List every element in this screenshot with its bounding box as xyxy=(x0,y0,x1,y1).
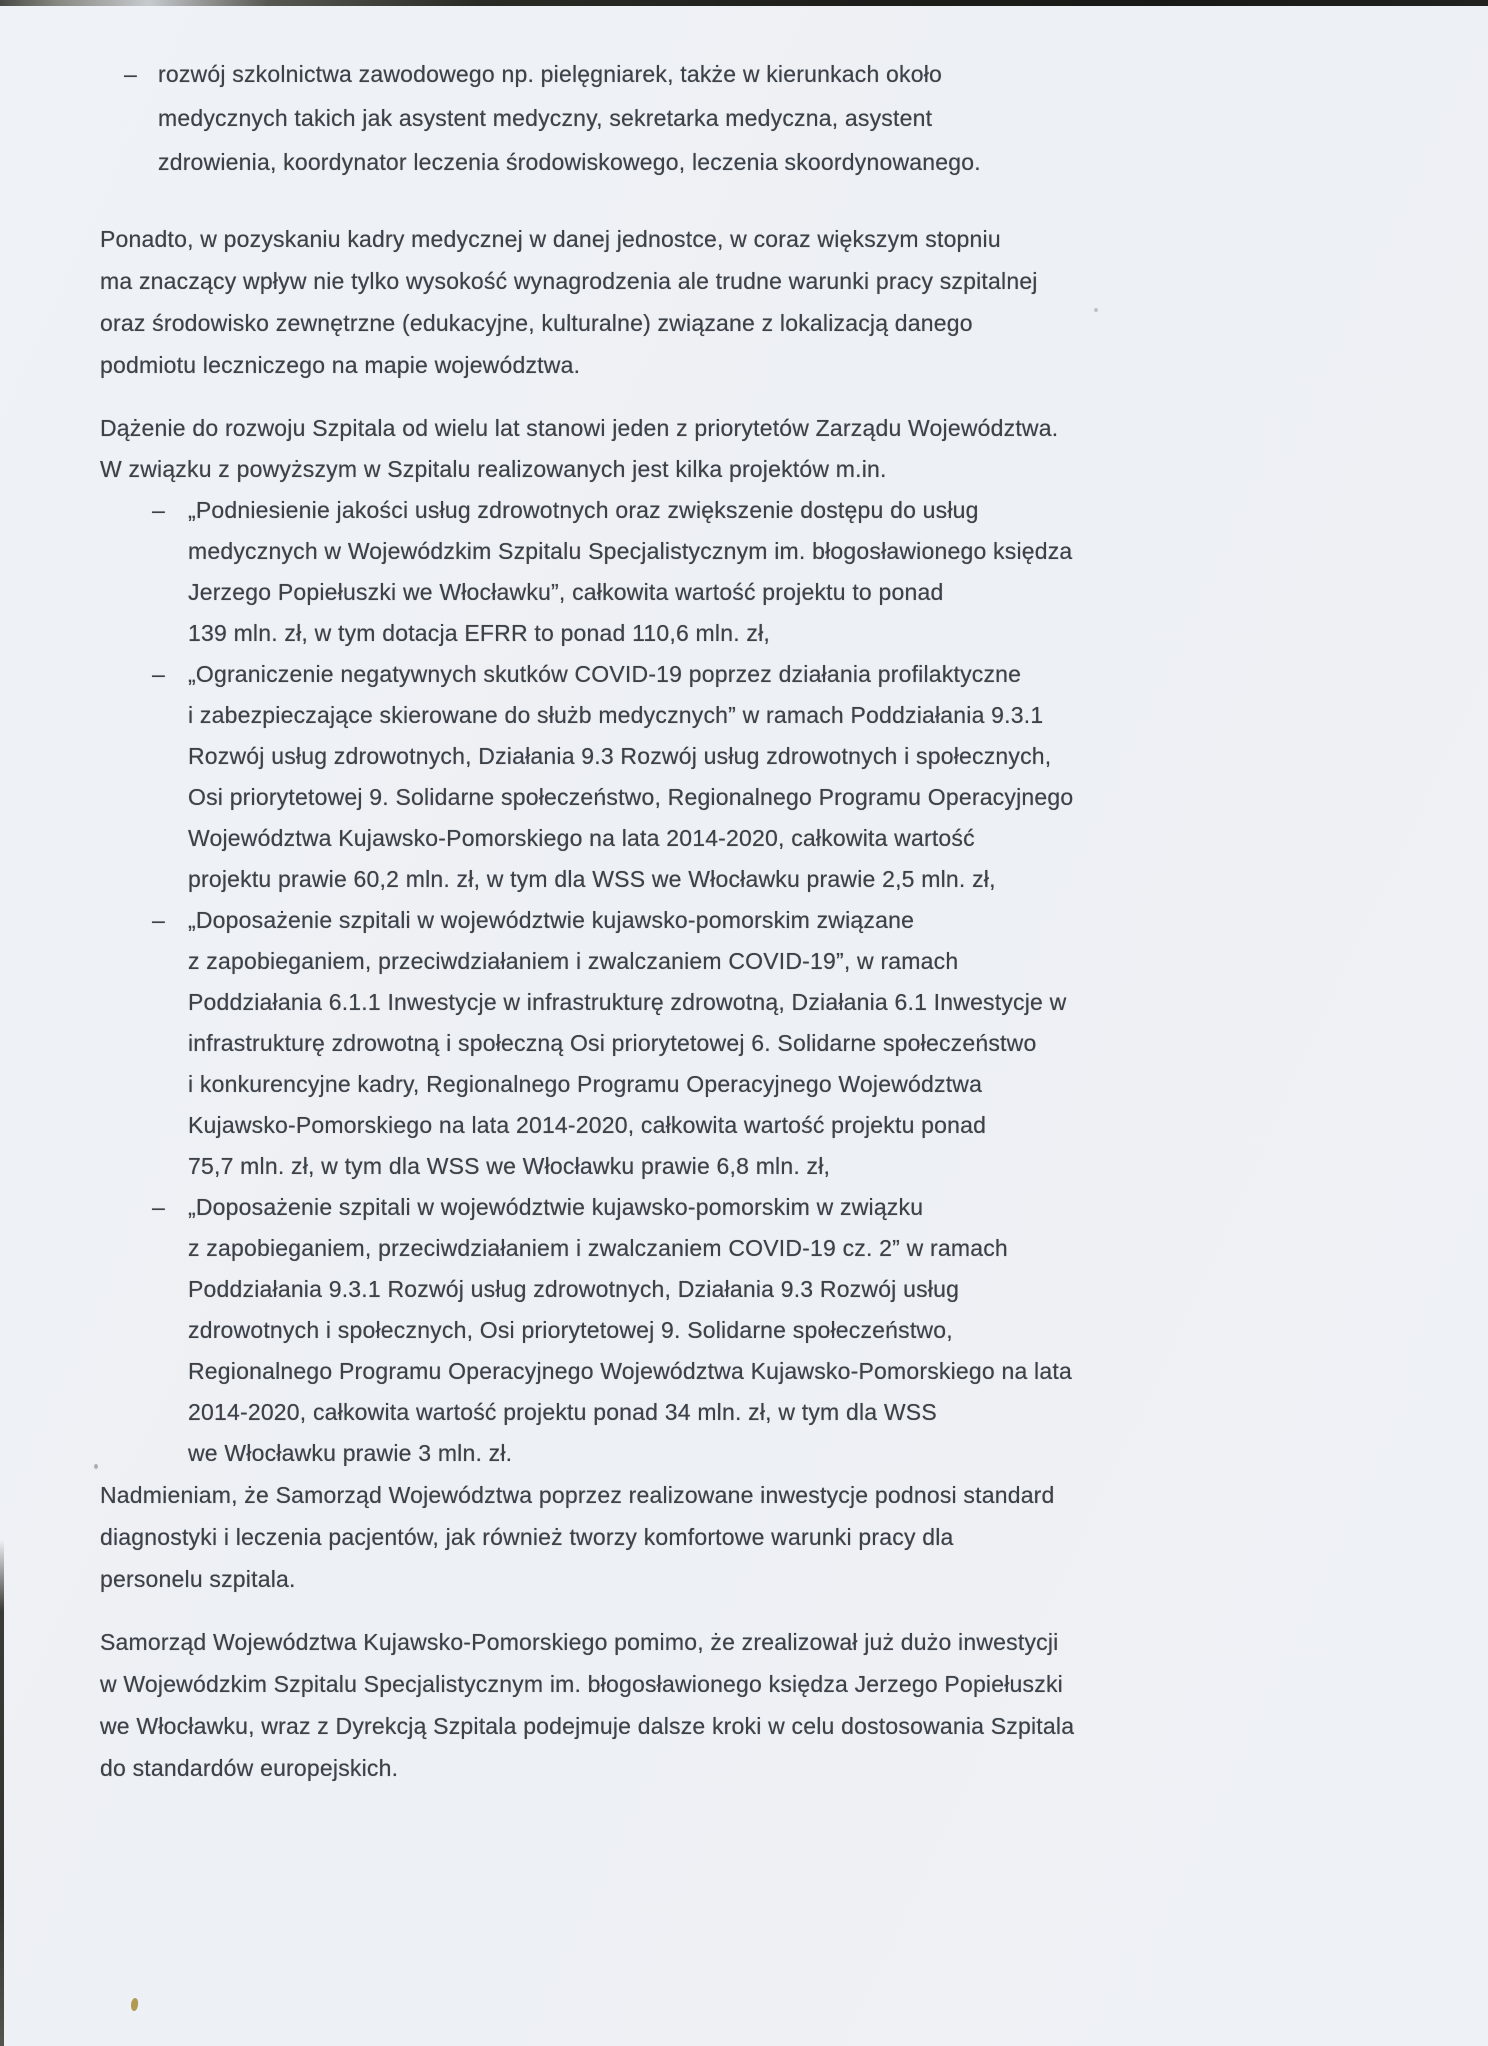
text-line: Regionalnego Programu Operacyjnego Województwa Kujawsko-Pomorskiego na lata xyxy=(188,1358,1072,1384)
text-line: z zapobieganiem, przeciwdziałaniem i zwalczaniem COVID-19 cz. 2” w ramach xyxy=(188,1235,1008,1261)
bullet-dash: – xyxy=(152,661,165,687)
text-line: „Ograniczenie negatywnych skutków COVID-19 poprzez działania profilaktyczne xyxy=(188,661,1022,687)
text-line: 139 mln. zł, w tym dotacja EFRR to ponad 110,6 mln. zł, xyxy=(188,620,770,646)
intro-bullet xyxy=(158,52,981,184)
text-line: Jerzego Popiełuszki we Włocławku”, całkowita wartość projektu to ponad xyxy=(188,579,944,605)
paper-speck xyxy=(130,1998,139,2012)
text-line: 75,7 mln. zł, w tym dla WSS we Włocławku prawie 6,8 mln. zł, xyxy=(188,1153,831,1179)
bullet-dash: – xyxy=(124,61,137,87)
text-line: we Włocławku, wraz z Dyrekcją Szpitala podejmuje dalsze kroki w celu dostosowania Szpitala xyxy=(100,1713,1075,1739)
bullet-dash: – xyxy=(152,907,165,933)
text-line: Samorząd Województwa Kujawsko-Pomorskiego pomimo, że zrealizował już dużo inwestycji xyxy=(100,1629,1059,1655)
scan-edge-top xyxy=(0,0,1488,6)
text-line: ma znaczący wpływ nie tylko wysokość wynagrodzenia ale trudne warunki pracy szpitalnej xyxy=(100,268,1038,294)
paper-speck xyxy=(1094,308,1098,312)
text-line: Nadmieniam, że Samorząd Województwa poprzez realizowane inwestycje podnosi standard xyxy=(100,1482,1055,1508)
text-line: Dążenie do rozwoju Szpitala od wielu lat stanowi jeden z priorytetów Zarządu Województwa. xyxy=(100,415,1059,441)
text-line: medycznych takich jak asystent medyczny, sekretarka medyczna, asystent xyxy=(158,105,933,131)
text-line: podmiotu leczniczego na mapie województwa. xyxy=(100,352,581,378)
paragraph-dazenie xyxy=(100,408,1058,490)
paragraph-samorzad xyxy=(100,1621,1074,1789)
text-line: Województwa Kujawsko-Pomorskiego na lata 2014-2020, całkowita wartość xyxy=(188,825,975,851)
text-line: personelu szpitala. xyxy=(100,1566,296,1592)
scan-edge-left xyxy=(0,1540,4,2046)
text-line: Poddziałania 6.1.1 Inwestycje w infrastrukturę zdrowotną, Działania 6.1 Inwestycje w xyxy=(188,989,1067,1015)
text-line: Ponadto, w pozyskaniu kadry medycznej w danej jednostce, w coraz większym stopniu xyxy=(100,226,1001,252)
text-line: Poddziałania 9.3.1 Rozwój usług zdrowotnych, Działania 9.3 Rozwój usług xyxy=(188,1276,960,1302)
text-line: rozwój szkolnictwa zawodowego np. pielęgniarek, także w kierunkach około xyxy=(158,61,943,87)
text-line: i konkurencyjne kadry, Regionalnego Programu Operacyjnego Województwa xyxy=(188,1071,983,1097)
text-line: oraz środowisko zewnętrzne (edukacyjne, kulturalne) związane z lokalizacją danego xyxy=(100,310,973,336)
paper-speck xyxy=(94,1464,98,1469)
paragraph-nadmieniam xyxy=(100,1474,1055,1600)
text-line: z zapobieganiem, przeciwdziałaniem i zwalczaniem COVID-19”, w ramach xyxy=(188,948,959,974)
text-line: W związku z powyższym w Szpitalu realizowanych jest kilka projektów m.in. xyxy=(100,456,887,482)
text-line: „Podniesienie jakości usług zdrowotnych oraz zwiększenie dostępu do usług xyxy=(188,497,979,523)
project-bullet-1 xyxy=(188,490,1072,654)
text-line: w Wojewódzkim Szpitalu Specjalistycznym im. błogosławionego księdza Jerzego Popiełuszki xyxy=(100,1671,1063,1697)
text-line: Rozwój usług zdrowotnych, Działania 9.3 Rozwój usług zdrowotnych i społecznych, xyxy=(188,743,1052,769)
text-line: we Włocławku prawie 3 mln. zł. xyxy=(188,1440,513,1466)
text-line: „Doposażenie szpitali w województwie kujawsko-pomorskim związane xyxy=(188,907,915,933)
text-line: Osi priorytetowej 9. Solidarne społeczeństwo, Regionalnego Programu Operacyjnego xyxy=(188,784,1074,810)
text-line: do standardów europejskich. xyxy=(100,1755,399,1781)
text-line: Kujawsko-Pomorskiego na lata 2014-2020, całkowita wartość projektu ponad xyxy=(188,1112,987,1138)
paragraph-ponadto xyxy=(100,218,1038,386)
text-line: medycznych w Wojewódzkim Szpitalu Specjalistycznym im. błogosławionego księdza xyxy=(188,538,1073,564)
text-line: diagnostyki i leczenia pacjentów, jak również tworzy komfortowe warunki pracy dla xyxy=(100,1524,954,1550)
project-bullet-4 xyxy=(188,1187,1072,1474)
text-line: „Doposażenie szpitali w województwie kujawsko-pomorskim w związku xyxy=(188,1194,924,1220)
bullet-dash: – xyxy=(152,497,165,523)
text-line: zdrowienia, koordynator leczenia środowiskowego, leczenia skoordynowanego. xyxy=(158,149,981,175)
text-line: projektu prawie 60,2 mln. zł, w tym dla WSS we Włocławku prawie 2,5 mln. zł, xyxy=(188,866,996,892)
project-bullet-2 xyxy=(188,654,1073,900)
bullet-dash: – xyxy=(152,1194,165,1220)
text-line: infrastrukturę zdrowotną i społeczną Osi priorytetowej 6. Solidarne społeczeństwo xyxy=(188,1030,1037,1056)
project-bullet-3 xyxy=(188,900,1066,1187)
text-line: 2014-2020, całkowita wartość projektu ponad 34 mln. zł, w tym dla WSS xyxy=(188,1399,937,1425)
text-line: zdrowotnych i społecznych, Osi priorytetowej 9. Solidarne społeczeństwo, xyxy=(188,1317,953,1343)
text-line: i zabezpieczające skierowane do służb medycznych” w ramach Poddziałania 9.3.1 xyxy=(188,702,1044,728)
